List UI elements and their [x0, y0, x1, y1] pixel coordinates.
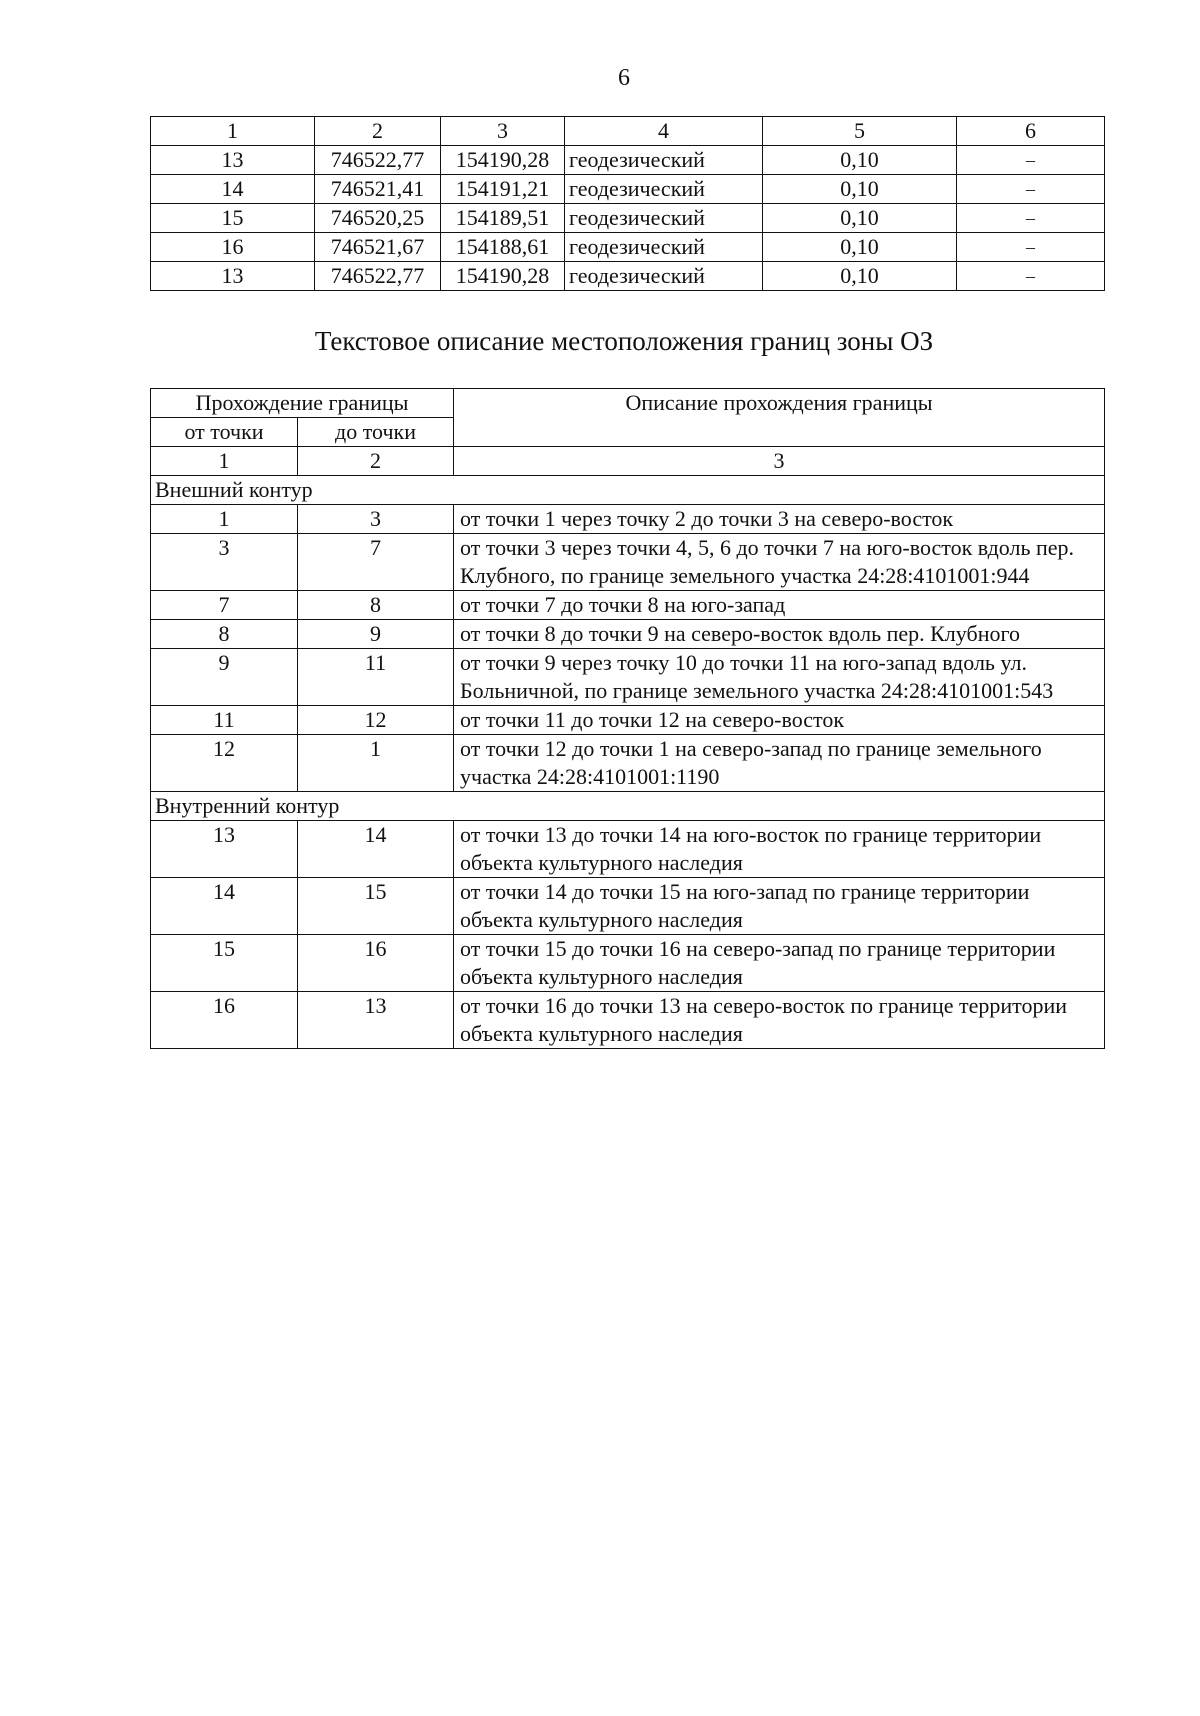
- note: –: [957, 146, 1105, 175]
- coordinate-y: 154188,61: [441, 233, 565, 262]
- table-row: [151, 233, 1105, 262]
- table-row: [151, 735, 1105, 792]
- point-number: 15: [151, 204, 315, 233]
- to-point: 3: [298, 505, 454, 534]
- table-row: [151, 878, 1105, 935]
- coordinate-y: 154190,28: [441, 262, 565, 291]
- header-boundary-description: Описание прохождения границы: [454, 389, 1105, 447]
- table-row: [151, 821, 1105, 878]
- boundary-description-table: [150, 388, 1105, 1049]
- boundary-description: от точки 7 до точки 8 на юго-запад: [454, 591, 1105, 620]
- note: –: [957, 262, 1105, 291]
- column-number: 4: [565, 117, 763, 146]
- point-number: 13: [151, 146, 315, 175]
- to-point: 13: [298, 992, 454, 1049]
- table-row: [151, 935, 1105, 992]
- from-point: 14: [151, 878, 298, 935]
- to-point: 7: [298, 534, 454, 591]
- method: геодезический: [565, 233, 763, 262]
- coordinates-table: [150, 116, 1105, 291]
- contour-row: [151, 476, 1105, 505]
- to-point: 1: [298, 735, 454, 792]
- method: геодезический: [565, 146, 763, 175]
- accuracy: 0,10: [763, 146, 957, 175]
- table-header-row: [151, 117, 1105, 146]
- table-row: [151, 620, 1105, 649]
- note: –: [957, 233, 1105, 262]
- from-point: 8: [151, 620, 298, 649]
- point-number: 14: [151, 175, 315, 204]
- accuracy: 0,10: [763, 233, 957, 262]
- coordinate-x: 746521,67: [315, 233, 441, 262]
- table-row: [151, 505, 1105, 534]
- boundary-description: от точки 12 до точки 1 на северо-запад по границе земельного участка 24:28:4101001:1190: [454, 735, 1105, 792]
- from-point: 16: [151, 992, 298, 1049]
- boundary-description: от точки 8 до точки 9 на северо-восток вдоль пер. Клубного: [454, 620, 1105, 649]
- coordinate-y: 154189,51: [441, 204, 565, 233]
- table-row: [151, 146, 1105, 175]
- from-point: 12: [151, 735, 298, 792]
- boundary-description: от точки 15 до точки 16 на северо-запад по границе территории объекта культурного наследия: [454, 935, 1105, 992]
- from-point: 3: [151, 534, 298, 591]
- column-number: 2: [298, 447, 454, 476]
- accuracy: 0,10: [763, 204, 957, 233]
- column-number: 2: [315, 117, 441, 146]
- boundary-description: от точки 16 до точки 13 на северо-восток по границе территории объекта культурного наследия: [454, 992, 1105, 1049]
- to-point: 12: [298, 706, 454, 735]
- point-number: 16: [151, 233, 315, 262]
- coordinate-x: 746521,41: [315, 175, 441, 204]
- table-row: [151, 992, 1105, 1049]
- from-point: 1: [151, 505, 298, 534]
- table-row: [151, 534, 1105, 591]
- point-number: 13: [151, 262, 315, 291]
- boundary-description: от точки 14 до точки 15 на юго-запад по границе территории объекта культурного наследия: [454, 878, 1105, 935]
- header-from-point: от точки: [151, 418, 298, 447]
- coordinate-x: 746522,77: [315, 262, 441, 291]
- column-number: 6: [957, 117, 1105, 146]
- from-point: 11: [151, 706, 298, 735]
- to-point: 16: [298, 935, 454, 992]
- header-to-point: до точки: [298, 418, 454, 447]
- table-header-row: [151, 389, 1105, 418]
- accuracy: 0,10: [763, 262, 957, 291]
- outer-contour-label: Внешний контур: [151, 476, 1105, 505]
- coordinate-x: 746520,25: [315, 204, 441, 233]
- boundary-description: от точки 13 до точки 14 на юго-восток по границе территории объекта культурного наследия: [454, 821, 1105, 878]
- column-numbers-row: [151, 447, 1105, 476]
- to-point: 11: [298, 649, 454, 706]
- page-number: 6: [618, 65, 630, 91]
- to-point: 8: [298, 591, 454, 620]
- column-number: 3: [441, 117, 565, 146]
- inner-contour-label: Внутренний контур: [151, 792, 1105, 821]
- from-point: 9: [151, 649, 298, 706]
- method: геодезический: [565, 262, 763, 291]
- note: –: [957, 175, 1105, 204]
- from-point: 13: [151, 821, 298, 878]
- from-point: 7: [151, 591, 298, 620]
- table-row: [151, 706, 1105, 735]
- coordinate-y: 154190,28: [441, 146, 565, 175]
- to-point: 9: [298, 620, 454, 649]
- method: геодезический: [565, 175, 763, 204]
- table-row: [151, 591, 1105, 620]
- boundary-description: от точки 11 до точки 12 на северо-восток: [454, 706, 1105, 735]
- column-number: 5: [763, 117, 957, 146]
- table-row: [151, 175, 1105, 204]
- coordinate-y: 154191,21: [441, 175, 565, 204]
- boundary-description: от точки 9 через точку 10 до точки 11 на юго-запад вдоль ул. Больничной, по границе земельного участка 24:28:4101001:543: [454, 649, 1105, 706]
- method: геодезический: [565, 204, 763, 233]
- contour-row: [151, 792, 1105, 821]
- note: –: [957, 204, 1105, 233]
- to-point: 15: [298, 878, 454, 935]
- table-row: [151, 649, 1105, 706]
- to-point: 14: [298, 821, 454, 878]
- table-row: [151, 262, 1105, 291]
- boundary-description: от точки 3 через точки 4, 5, 6 до точки 7 на юго-восток вдоль пер. Клубного, по границе земельного участка 24:28:4101001:944: [454, 534, 1105, 591]
- section-title: Текстовое описание местоположения границ зоны ОЗ: [314, 326, 934, 356]
- table-row: [151, 204, 1105, 233]
- from-point: 15: [151, 935, 298, 992]
- coordinate-x: 746522,77: [315, 146, 441, 175]
- column-number: 3: [454, 447, 1105, 476]
- accuracy: 0,10: [763, 175, 957, 204]
- boundary-description: от точки 1 через точку 2 до точки 3 на северо-восток: [454, 505, 1105, 534]
- header-boundary-passage: Прохождение границы: [151, 389, 454, 418]
- column-number: 1: [151, 447, 298, 476]
- column-number: 1: [151, 117, 315, 146]
